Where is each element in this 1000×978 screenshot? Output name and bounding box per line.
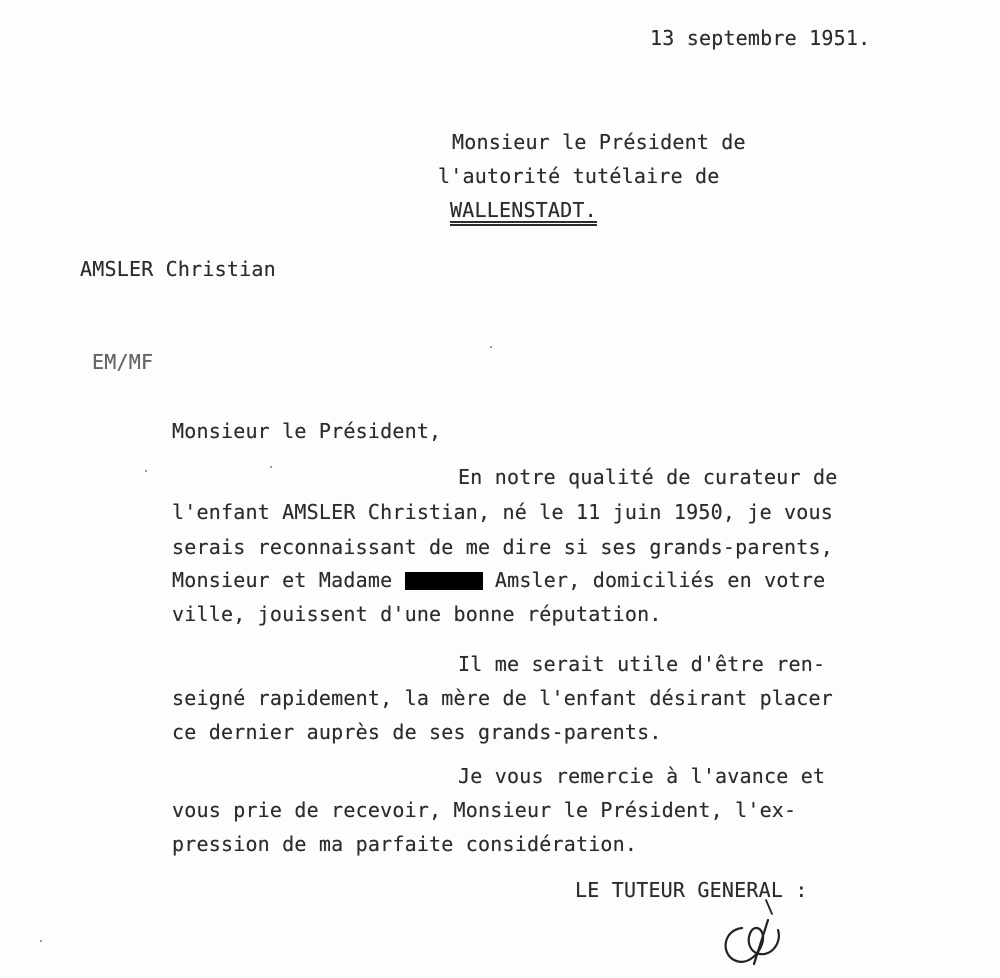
salutation: Monsieur le Président,	[172, 419, 442, 443]
recipient-city: WALLENSTADT.	[450, 198, 597, 222]
recipient-line-1: Monsieur le Président de	[452, 130, 746, 154]
paragraph-1-line-5: ville, jouissent d'une bonne réputation.	[172, 602, 662, 626]
reference-initials: EM/MF	[92, 350, 154, 374]
letter-date: 13 septembre 1951.	[650, 26, 871, 50]
redaction-bar	[405, 572, 483, 590]
paragraph-3-line-3: pression de ma parfaite considération.	[172, 832, 638, 856]
recipient-line-2: l'autorité tutélaire de	[438, 164, 720, 188]
handwritten-signature	[712, 880, 802, 970]
scan-speck	[270, 466, 272, 468]
paragraph-1-line-3: serais reconnaissant de me dire si ses grands-parents,	[172, 535, 834, 559]
paragraph-3-line-2: vous prie de recevoir, Monsieur le Président, l'ex-	[172, 798, 797, 822]
paragraph-1-line-1: En notre qualité de curateur de	[458, 465, 838, 489]
subject-line: AMSLER Christian	[80, 257, 276, 281]
scan-speck	[490, 346, 492, 348]
paragraph-2-line-2: seigné rapidement, la mère de l'enfant désirant placer	[172, 686, 834, 710]
signatory-title: LE TUTEUR GENERAL :	[575, 878, 808, 902]
paragraph-2-line-1: Il me serait utile d'être ren-	[458, 652, 826, 676]
paragraph-1-line-4	[172, 568, 825, 592]
paragraph-1-line-4-start: Monsieur et Madame	[172, 568, 405, 592]
scan-speck	[145, 470, 147, 472]
paragraph-3-line-1: Je vous remercie à l'avance et	[458, 764, 826, 788]
paragraph-1-line-2: l'enfant AMSLER Christian, né le 11 juin 1950, je vous	[172, 500, 834, 524]
paragraph-1-line-4-end: Amsler, domiciliés en votre	[482, 568, 826, 592]
scan-speck	[40, 940, 42, 942]
paragraph-2-line-3: ce dernier auprès de ses grands-parents.	[172, 720, 662, 744]
